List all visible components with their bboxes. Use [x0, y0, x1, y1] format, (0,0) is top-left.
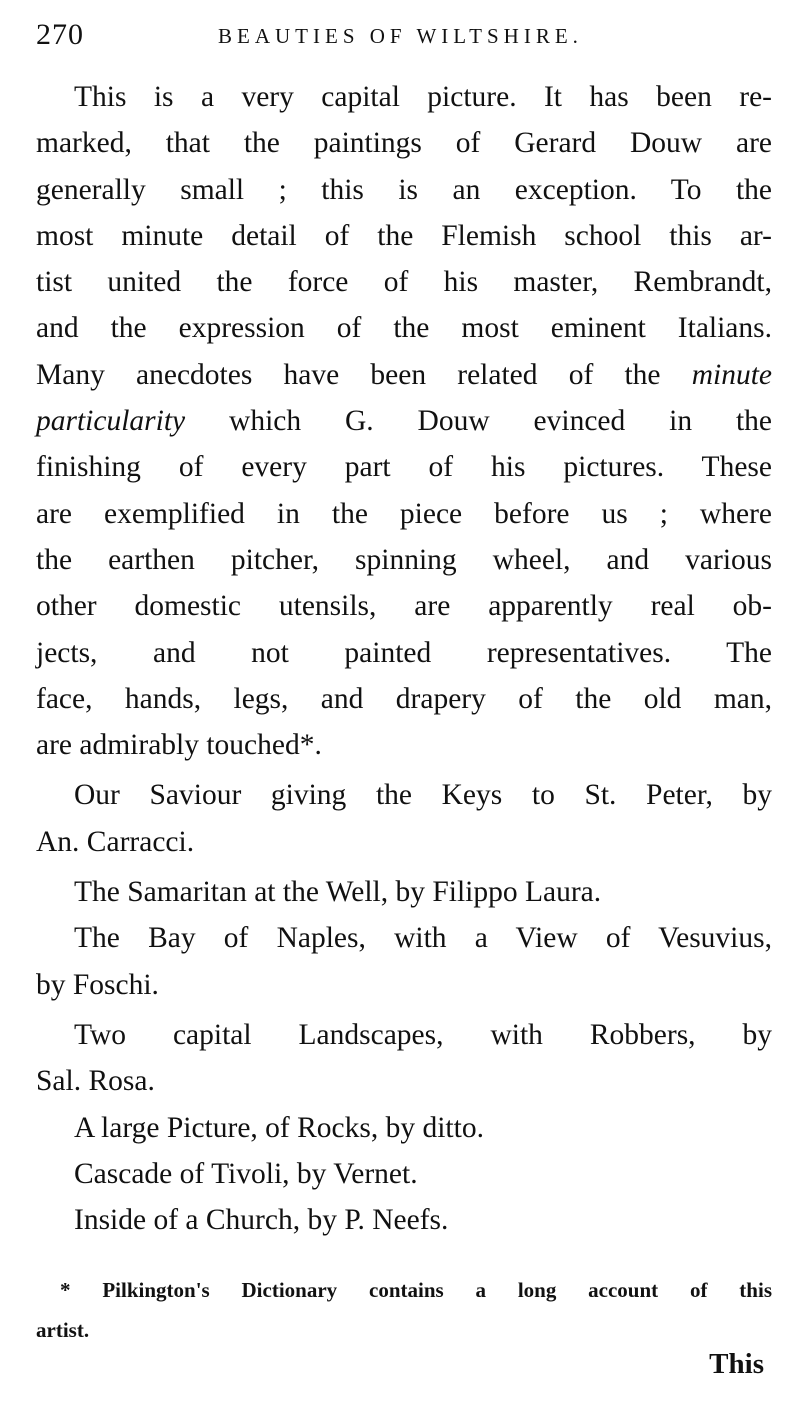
footnote [36, 1270, 772, 1350]
text-line: are admirably touched*. [36, 729, 322, 762]
entry-line: Our Saviour giving the Keys to St. Peter, by [74, 779, 772, 812]
italic-word: minute [691, 358, 773, 391]
text-line: This is a very capital picture. It has been re- [74, 81, 772, 113]
picture-entry [36, 1151, 772, 1197]
text-line: jects, and not painted representatives. The [36, 636, 772, 669]
footnote-line: artist. [36, 1318, 90, 1342]
entry-line: Sal. Rosa. [36, 1065, 155, 1098]
text-line-with-italic [36, 398, 772, 444]
entry-line: The Bay of Naples, with a View of Vesuvius, [74, 922, 772, 955]
entry-line: An. Carracci. [36, 825, 195, 858]
text-line: generally small ; this is an exception. To the [36, 173, 772, 206]
entry-line: A large Picture, of Rocks, by ditto. [74, 1111, 484, 1144]
text-fragment: Many anecdotes have been related of the [36, 358, 661, 391]
text-line-with-italic [36, 352, 772, 398]
body-text [36, 74, 772, 1243]
text-line: the earthen pitcher, spinning wheel, and various [36, 543, 772, 576]
picture-entry [36, 915, 772, 1008]
text-line: finishing of every part of his pictures. These [36, 451, 772, 484]
picture-entry [36, 1197, 772, 1243]
text-line: marked, that the paintings of Gerard Douw are [36, 127, 772, 160]
picture-entry [36, 772, 772, 865]
page-number: 270 [36, 18, 84, 51]
entry-line: by Foschi. [36, 968, 159, 1001]
main-paragraph [36, 74, 772, 768]
entry-line: The Samaritan at the Well, by Filippo Laura. [74, 876, 602, 909]
picture-entry [36, 1012, 772, 1105]
entry-line: Cascade of Tivoli, by Vernet. [74, 1157, 418, 1190]
entry-line: Inside of a Church, by P. Neefs. [74, 1204, 449, 1237]
text-line: most minute detail of the Flemish school this ar- [36, 219, 772, 252]
page-header [36, 18, 776, 58]
text-line: tist united the force of his master, Rembrandt, [36, 266, 772, 299]
picture-entry [36, 869, 772, 915]
text-line: are exemplified in the piece before us ; where [36, 497, 772, 530]
catchword: This [709, 1348, 764, 1380]
text-line: face, hands, legs, and drapery of the old man, [36, 682, 772, 715]
text-fragment: which G. Douw evinced in the [229, 405, 773, 438]
picture-entry [36, 1105, 772, 1151]
footnote-line: * Pilkington's Dictionary contains a long account of this [60, 1278, 772, 1302]
running-head: BEAUTIES OF WILTSHIRE. [218, 24, 583, 48]
text-line: and the expression of the most eminent Italians. [36, 312, 772, 345]
text-line: other domestic utensils, are apparently real ob- [36, 590, 772, 623]
italic-word: particularity [36, 405, 186, 438]
entry-line: Two capital Landscapes, with Robbers, by [74, 1018, 772, 1051]
